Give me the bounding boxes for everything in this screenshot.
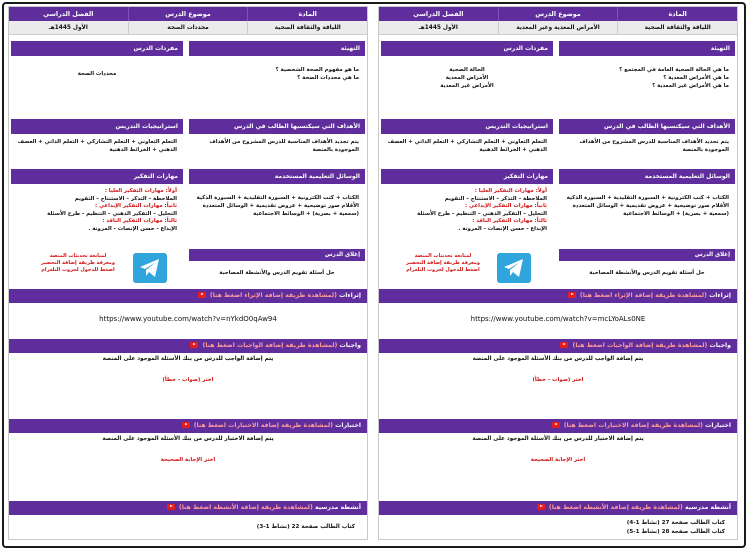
vocab-cell (11, 41, 183, 113)
activities-help-link[interactable]: (لمشاهدة طريقة إضافة الأنشطة اضغط هنا) (548, 504, 683, 511)
tests-help-link[interactable]: (لمشاهدة طريقة إضافة الاختبارات اضغط هنا) (193, 422, 333, 429)
enrichment-help-link[interactable]: (لمشاهدة طريقة إضافة الإثراء اضغط هنا) (579, 292, 707, 299)
topic-value: محددات الصحة (128, 21, 248, 34)
term-value: الأول 1445هـ (48, 25, 88, 31)
thinking-line: أولاً: مهارات التفكير العليا : (104, 188, 177, 194)
media-line: الأقلام صور توضيحية + عروض تقديمية + الوسائل المتعددة (202, 203, 359, 209)
activities-band (9, 501, 367, 515)
media-title: الوسائل التعليمية المستخدمة (559, 169, 735, 184)
media-title: الوسائل التعليمية المستخدمة (189, 169, 365, 184)
objectives-text: يتم تحديد الأهداف المناسبة للدرس المشروح من الأهداف الموجودة بالمنصة (209, 139, 359, 153)
tests-title: اختبارات (335, 422, 361, 429)
youtube-play-icon[interactable] (568, 292, 576, 298)
vocab-title: مفردات الدرس (381, 41, 553, 56)
thinking-line: التحليل – التفكير الذهني – التنظيم - طرح الأسئلة (47, 210, 177, 217)
media-cell (189, 169, 365, 245)
tests-type: اختر الإجابة الصحيحة (160, 457, 216, 463)
tests-title: اختبارات (705, 422, 731, 429)
media-cell (559, 169, 735, 245)
header-term: الفصل الدراسي (413, 10, 464, 18)
media-line: الأقلام صور توضيحية + عروض تقديمية + الوسائل المتعددة (572, 203, 729, 209)
enrichment-url[interactable]: https://www.youtube.com/watch?v=nYkdO0qAw94 (99, 315, 277, 323)
thinking-line: أولاً: مهارات التفكير العليا : (474, 188, 547, 194)
telegram-line: اضغط للدخول لجروب التلغرام (406, 267, 480, 273)
thinking-line: ثانياً: مهارات التفكير الإبداعي : (94, 203, 177, 210)
thinking-line: الملاحظة – التذكر – الاستنتاج – التقويم (444, 195, 547, 202)
vocab-title: مفردات الدرس (11, 41, 183, 56)
activity-line: كتاب الطالب صفحة 27 (نشاط 1-4) (626, 520, 725, 526)
thinking-title: مهارات التفكير (381, 169, 553, 184)
term-value: الأول 1445هـ (418, 25, 458, 31)
header-values (379, 21, 737, 35)
thinking-line: ثانياً: مهارات التفكير الإبداعي : (464, 203, 547, 210)
homework-text: يتم إضافة الواجب للدرس من بنك الأسئلة الموجود على المنصة (472, 356, 644, 362)
activity-line: كتاب الطالب صفحة 28 (نشاط 1-5) (626, 529, 725, 535)
homework-type: اختر (صواب - خطأ) (532, 377, 584, 383)
tests-band (379, 419, 737, 433)
activities-help-link[interactable]: (لمشاهدة طريقة إضافة الأنشطة اضغط هنا) (178, 504, 313, 511)
header-row (9, 7, 367, 21)
header-term: الفصل الدراسي (43, 10, 94, 18)
telegram-line: ومعرفة طريقة إضافة التحضير (405, 260, 481, 266)
youtube-play-icon[interactable] (182, 422, 190, 428)
activities-title: أنشطة مدرسية (314, 504, 361, 511)
header-values (9, 21, 367, 35)
homework-help-link[interactable]: (لمشاهدة طريقة إضافة الواجبات اضغط هنا) (202, 342, 338, 349)
telegram-line: ومعرفة طريقة إضافة التحضير (40, 260, 116, 266)
media-line: (سمعية + بصرية) + الوسائط الاجتماعية (623, 211, 729, 217)
youtube-play-icon[interactable] (190, 342, 198, 348)
homework-type: اختر (صواب - خطأ) (162, 377, 214, 383)
tests-text: يتم إضافة الاختبار للدرس من بنك الأسئلة الموجود على المنصة (102, 436, 274, 442)
enrichment-band (379, 289, 737, 303)
subject-value: اللياقة والثقافة الصحية (617, 21, 737, 34)
topic-value: الأمراض المعدية وغير المعدية (498, 21, 618, 34)
lesson-plan-right (378, 6, 738, 540)
youtube-play-icon[interactable] (167, 504, 175, 510)
subject-value: اللياقة والثقافة الصحية (247, 21, 367, 34)
header-row (379, 7, 737, 21)
vocab-line: الأمراض غير المعدية (440, 83, 494, 89)
header-subject: المادة (617, 7, 737, 21)
strategies-title: استراتيجيات التدريس (11, 119, 183, 134)
intro-line: ما هي محددات الصحة ؟ (297, 75, 359, 81)
closing-text: حل أسئلة تقويم الدرس والأنشطة المصاحبة (219, 270, 335, 276)
thinking-line: الملاحظة – التذكر – الاستنتاج – التقويم (74, 195, 177, 202)
tests-text: يتم إضافة الاختبار للدرس من بنك الأسئلة الموجود على المنصة (472, 436, 644, 442)
media-line: الكتاب + كتب الكترونية + السبورة التقليدية + السبورة الذكية (196, 195, 359, 201)
thinking-line: الإبداع - حسن الإنصات - المرونة . (458, 225, 547, 232)
telegram-line: اضغط للدخول لجروب التلغرام (41, 267, 115, 273)
tests-type: اختر الإجابة الصحيحة (530, 457, 586, 463)
intro-title: التهيئة (189, 41, 365, 56)
enrichment-help-link[interactable]: (لمشاهدة طريقة إضافة الإثراء اضغط هنا) (209, 292, 337, 299)
telegram-line: لمتابعة تحديثات المنصة (414, 253, 472, 259)
thinking-line: ثالثاً: مهارات التفكير الناقد : (102, 218, 177, 225)
intro-cell (559, 41, 735, 113)
strategies-text: التعلم التعاوني + التعلم التشاركي + التعلم الذاتي + العصف الذهني + الخرائط الذهنية (17, 139, 177, 153)
header-subject: المادة (247, 7, 367, 21)
strategies-cell (381, 119, 553, 165)
activities-title: أنشطة مدرسية (684, 504, 731, 511)
header-topic: موضوع الدرس (128, 7, 248, 21)
media-line: الكتاب + كتب الكترونية + السبورة التقليدية + السبورة الذكية (566, 195, 729, 201)
intro-line: ما هي الأمراض المعدية ؟ (663, 75, 729, 81)
vocab-line: محددات الصحة (77, 71, 117, 77)
thinking-cell (11, 169, 183, 249)
telegram-icon[interactable] (497, 253, 531, 283)
enrichment-title: إثراءات (709, 292, 731, 299)
objectives-cell (189, 119, 365, 165)
enrichment-band (9, 289, 367, 303)
lesson-plan-left (8, 6, 368, 540)
enrichment-url[interactable]: https://www.youtube.com/watch?v=mcLYoALs0NE (470, 315, 646, 323)
media-line: (سمعية + بصرية) + الوسائط الاجتماعية (253, 211, 359, 217)
closing-cell (189, 249, 365, 287)
homework-title: واجبات (709, 342, 731, 349)
telegram-icon[interactable] (133, 253, 167, 283)
homework-band (379, 339, 737, 353)
thinking-line: التحليل – التفكير الذهني – التنظيم - طرح الأسئلة (417, 210, 547, 217)
youtube-play-icon[interactable] (560, 342, 568, 348)
intro-line: ما هي الأمراض غير المعدية ؟ (652, 83, 729, 89)
objectives-title: الأهداف التي سيكتسبها الطالب في الدرس (559, 119, 735, 134)
closing-cell (559, 249, 735, 287)
intro-line: ما هو مفهوم الصحة الشخصية ؟ (275, 67, 359, 73)
objectives-cell (559, 119, 735, 165)
vocab-line: الأمراض المعدية (445, 75, 489, 81)
thinking-line: الإبداع - حسن الإنصات - المرونة . (88, 225, 177, 232)
homework-text: يتم إضافة الواجب للدرس من بنك الأسئلة الموجود على المنصة (102, 356, 274, 362)
strategies-cell (11, 119, 183, 165)
youtube-play-icon[interactable] (537, 504, 545, 510)
activities-band (379, 501, 737, 515)
closing-title: إغلاق الدرس (189, 249, 365, 261)
strategies-title: استراتيجيات التدريس (381, 119, 553, 134)
closing-title: إغلاق الدرس (559, 249, 735, 261)
strategies-text: التعلم التعاوني + التعلم التشاركي + التعلم الذاتي + العصف الذهني + الخرائط الذهنية (387, 139, 547, 153)
tests-help-link[interactable]: (لمشاهدة طريقة إضافة الاختبارات اضغط هنا) (563, 422, 703, 429)
youtube-play-icon[interactable] (552, 422, 560, 428)
thinking-title: مهارات التفكير (11, 169, 183, 184)
thinking-cell (381, 169, 553, 249)
enrichment-title: إثراءات (339, 292, 361, 299)
homework-band (9, 339, 367, 353)
tests-band (9, 419, 367, 433)
homework-title: واجبات (339, 342, 361, 349)
telegram-promo[interactable] (393, 253, 493, 274)
youtube-play-icon[interactable] (198, 292, 206, 298)
intro-cell (189, 41, 365, 113)
telegram-line: لمتابعة تحديثات المنصة (49, 253, 107, 259)
intro-line: ما هي الحالة الصحية العامة في المجتمع ؟ (619, 67, 729, 73)
objectives-title: الأهداف التي سيكتسبها الطالب في الدرس (189, 119, 365, 134)
activity-line: كتاب الطالب صفحة 22 (نشاط 1-3) (256, 524, 355, 530)
telegram-promo[interactable] (27, 253, 129, 274)
header-topic: موضوع الدرس (498, 7, 618, 21)
closing-text: حل أسئلة تقويم الدرس والأنشطة المصاحبة (589, 270, 705, 276)
intro-title: التهيئة (559, 41, 735, 56)
vocab-line: الحالة الصحية (449, 67, 485, 73)
objectives-text: يتم تحديد الأهداف المناسبة للدرس المشروح من الأهداف الموجودة بالمنصة (579, 139, 729, 153)
homework-help-link[interactable]: (لمشاهدة طريقة إضافة الواجبات اضغط هنا) (572, 342, 708, 349)
thinking-line: ثالثاً: مهارات التفكير الناقد : (472, 218, 547, 225)
vocab-cell (381, 41, 553, 113)
